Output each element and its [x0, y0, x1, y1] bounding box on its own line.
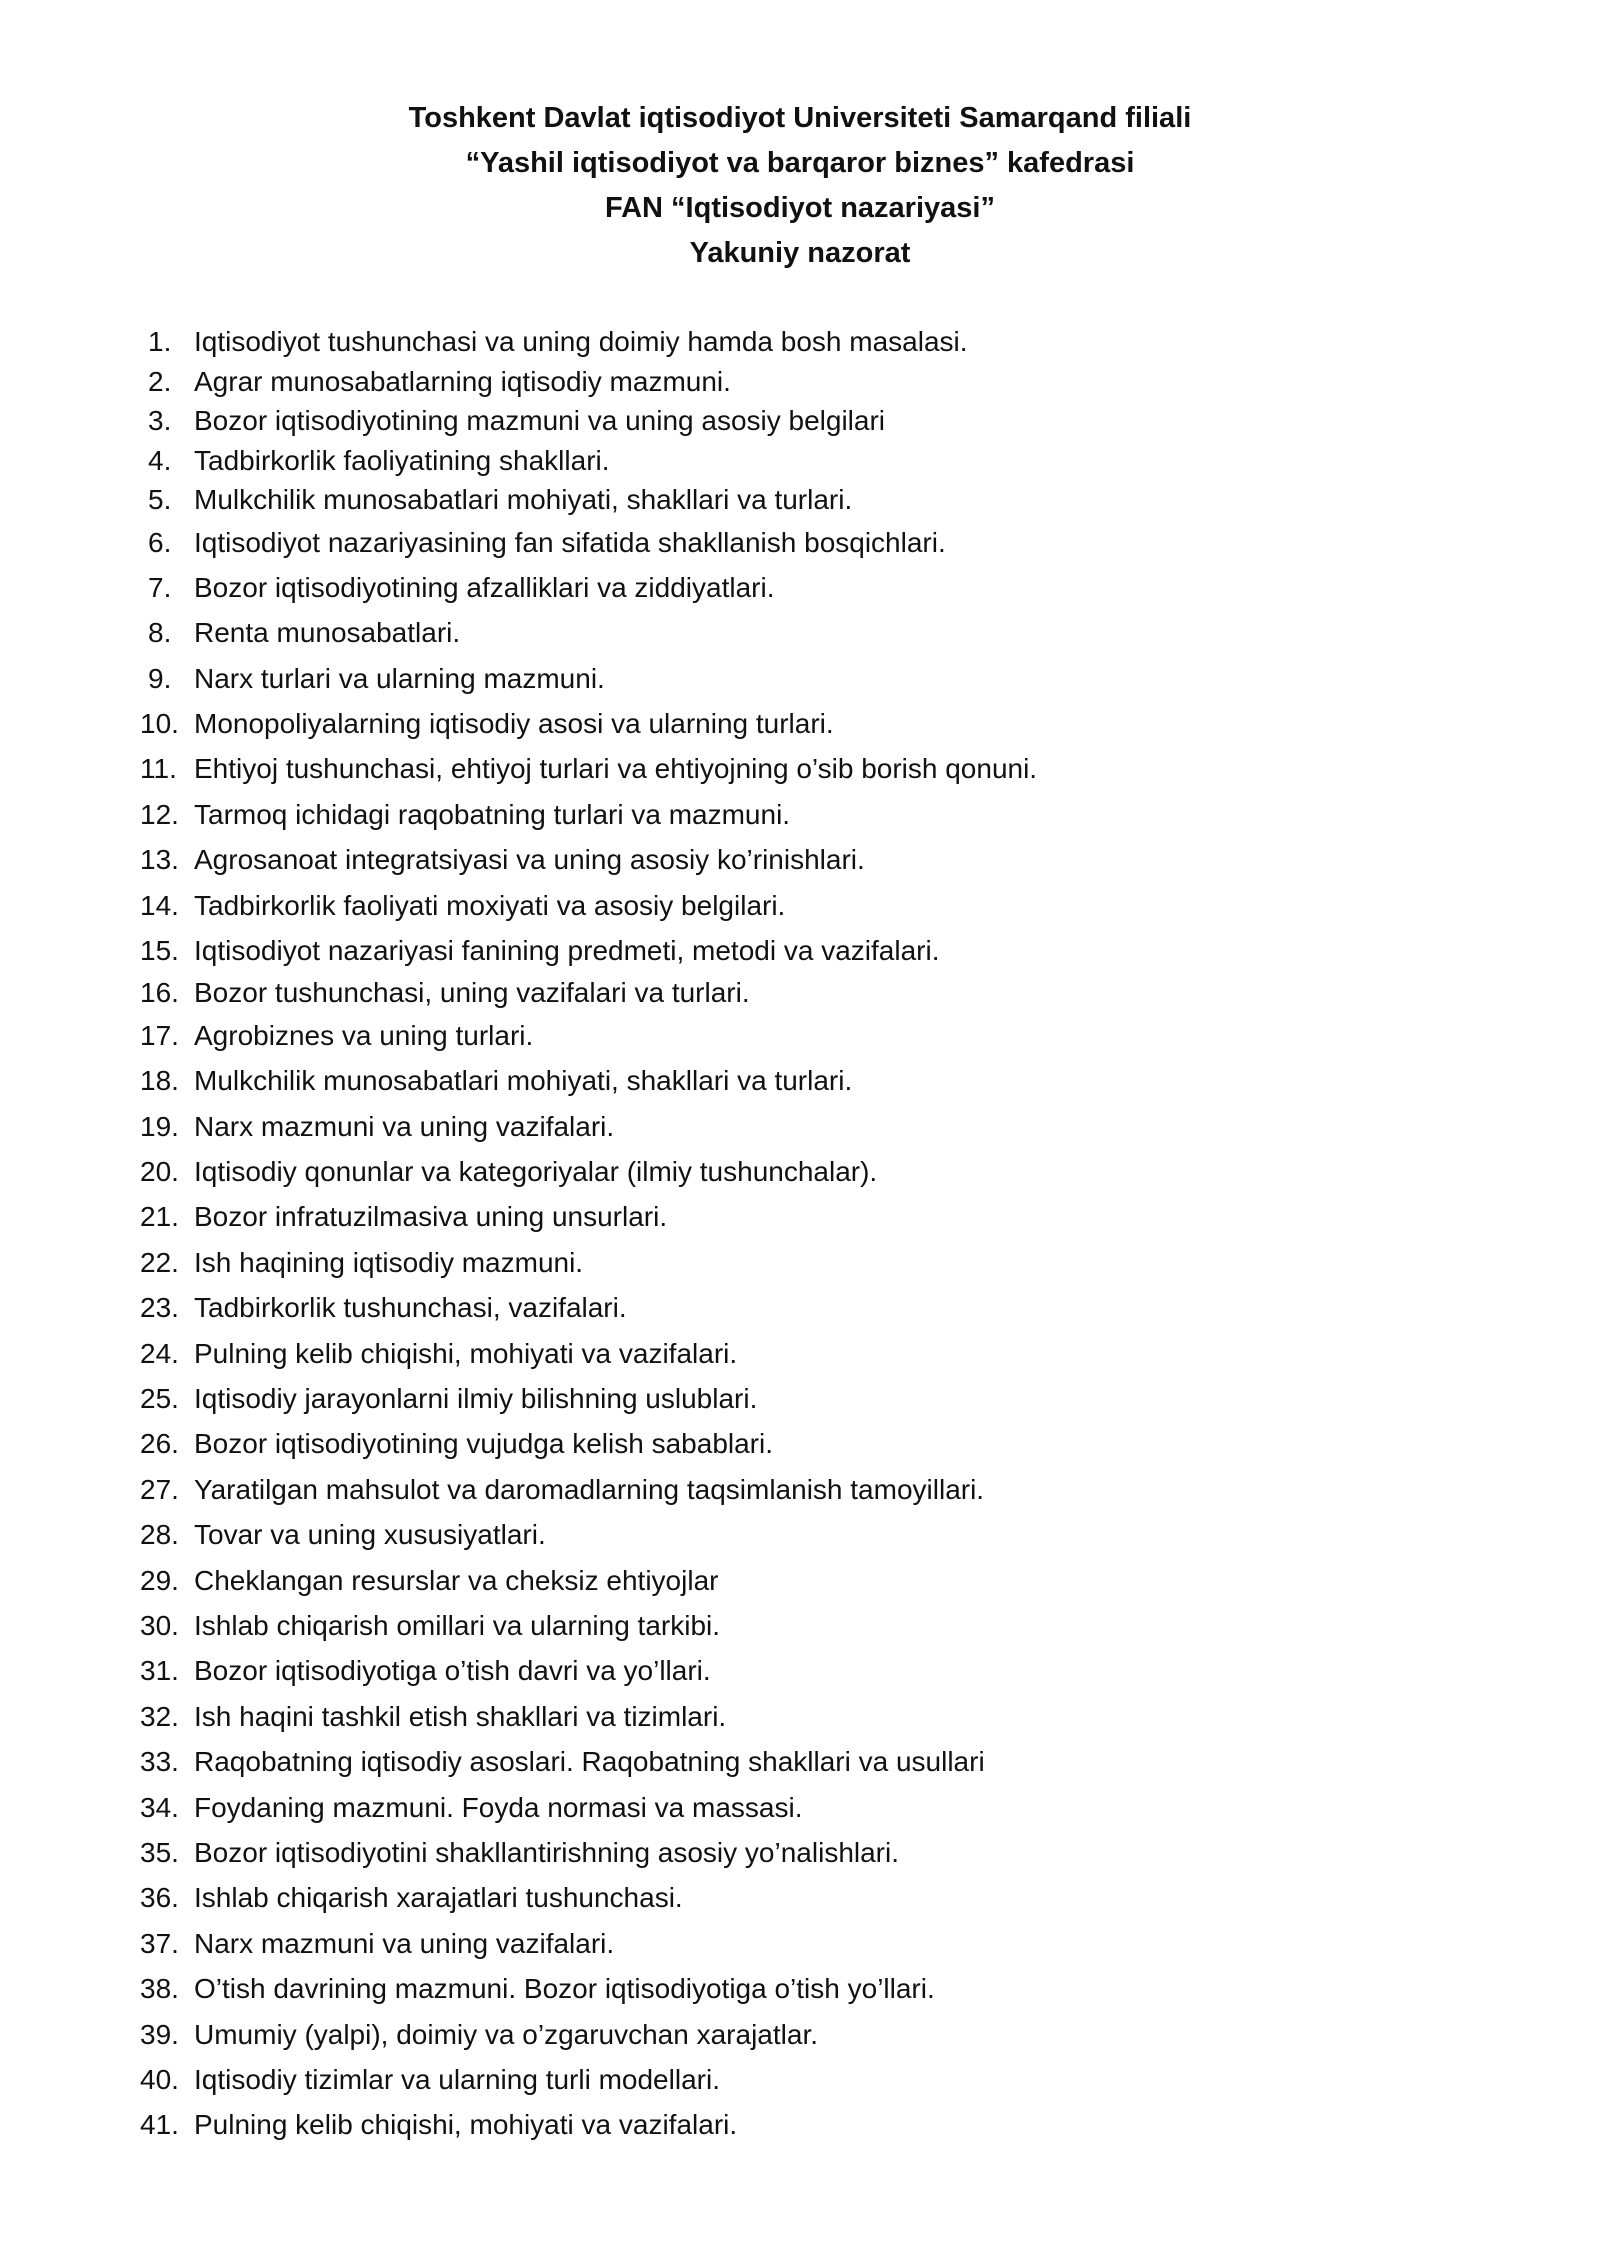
question-text: Ishlab chiqarish omillari va ularning tarkibi.: [194, 1609, 721, 1641]
question-item: [140, 610, 1520, 655]
question-number: 3.: [148, 405, 172, 436]
question-text: Bozor iqtisodiyotining vujudga kelish sabablari.: [194, 1428, 774, 1460]
question-text: Ish haqining iqtisodiy mazmuni.: [194, 1246, 584, 1278]
question-number: 7.: [148, 571, 172, 603]
question-item: [140, 973, 1520, 1013]
question-item: [140, 1603, 1520, 1648]
question-item: [140, 362, 1520, 402]
question-text: Mulkchilik munosabatlari mohiyati, shakllari va turlari.: [194, 484, 853, 515]
question-number: 33.: [140, 1746, 179, 1778]
question-text: Iqtisodiy qonunlar va kategoriyalar (ilmiy tushunchalar).: [194, 1156, 878, 1188]
question-item: [140, 1830, 1520, 1875]
question-number: 17.: [140, 1019, 179, 1051]
question-text: Agrar munosabatlarning iqtisodiy mazmuni.: [194, 365, 731, 397]
question-text: Iqtisodiy tizimlar va ularning turli modellari.: [194, 2063, 720, 2095]
question-item: [140, 565, 1520, 610]
question-text: Monopoliyalarning iqtisodiy asosi va ularning turlari.: [194, 708, 834, 740]
question-number: 23.: [140, 1292, 179, 1324]
question-number: 22.: [140, 1246, 179, 1278]
question-number: 41.: [140, 2109, 179, 2141]
question-item: [140, 1013, 1520, 1058]
question-number: 4.: [148, 444, 172, 476]
question-text: Tadbirkorlik faoliyati moxiyati va asosiy belgilari.: [194, 889, 786, 921]
question-number: 39.: [140, 2018, 179, 2050]
question-text: Tovar va uning xususiyatlari.: [194, 1519, 546, 1551]
question-number: 31.: [140, 1655, 179, 1687]
question-item: [140, 1558, 1520, 1603]
exam-title: Yakuniy nazorat: [689, 237, 911, 269]
question-number: 26.: [140, 1428, 179, 1460]
question-number: 24.: [140, 1337, 179, 1369]
question-text: Bozor iqtisodiyotiga o’tish davri va yo’llari.: [194, 1655, 711, 1687]
question-item: [140, 1512, 1520, 1557]
question-number: 21.: [140, 1201, 179, 1233]
question-number: 6.: [148, 526, 172, 558]
question-number: 38.: [140, 1973, 179, 2005]
question-number: 30.: [140, 1609, 179, 1641]
question-number: 18.: [140, 1065, 179, 1097]
question-text: Bozor tushunchasi, uning vazifalari va turlari.: [194, 977, 750, 1009]
question-number: 40.: [140, 2063, 179, 2095]
question-number: 16.: [140, 977, 179, 1009]
question-number: 37.: [140, 1927, 179, 1959]
question-number: 32.: [140, 1700, 179, 1732]
question-item: [140, 1739, 1520, 1784]
question-item: [140, 322, 1520, 362]
question-text: Pulning kelib chiqishi, mohiyati va vazifalari.: [194, 2109, 738, 2141]
question-item: [140, 883, 1520, 928]
question-number: 35.: [140, 1836, 179, 1868]
question-item: [140, 1966, 1520, 2011]
subject-name: FAN “Iqtisodiyot nazariyasi”: [605, 192, 995, 224]
question-number: 12.: [140, 798, 179, 830]
question-text: Tadbirkorlik tushunchasi, vazifalari.: [194, 1292, 627, 1324]
question-item: [140, 1285, 1520, 1330]
question-number: 28.: [140, 1519, 179, 1551]
question-number: 9.: [148, 662, 172, 694]
question-item: [140, 2057, 1520, 2102]
question-number: 27.: [140, 1473, 179, 1505]
question-item: [140, 1875, 1520, 1920]
question-text: Narx turlari va ularning mazmuni.: [194, 662, 605, 694]
question-number: 19.: [140, 1110, 179, 1142]
question-text: Agrobiznes va uning turlari.: [194, 1019, 534, 1051]
question-number: 10.: [140, 708, 179, 740]
question-text: Pulning kelib chiqishi, mohiyati va vazifalari.: [194, 1337, 738, 1369]
document-header: [0, 96, 1600, 276]
question-item: [140, 1331, 1520, 1376]
question-text: Ishlab chiqarish xarajatlari tushunchasi.: [194, 1882, 683, 1914]
question-text: Bozor infratuzilmasiva uning unsurlari.: [194, 1201, 668, 1233]
question-number: 36.: [140, 1882, 179, 1914]
university-name: Toshkent Davlat iqtisodiyot Universiteti Samarqand filiali: [408, 102, 1192, 134]
question-item: [140, 1058, 1520, 1103]
question-item: [140, 656, 1520, 701]
question-number: 2.: [148, 365, 172, 397]
question-number: 25.: [140, 1383, 179, 1415]
question-number: 20.: [140, 1156, 179, 1188]
question-item: [140, 1149, 1520, 1194]
department-name: “Yashil iqtisodiyot va barqaror biznes” kafedrasi: [465, 147, 1135, 179]
question-item: [140, 1467, 1520, 1512]
question-text: Agrosanoat integratsiyasi va uning asosiy ko’rinishlari.: [194, 844, 865, 876]
question-text: Iqtisodiyot nazariyasi fanining predmeti, metodi va vazifalari.: [194, 935, 940, 967]
question-item: [140, 441, 1520, 481]
question-number: 15.: [140, 935, 179, 967]
question-text: Ish haqini tashkil etish shakllari va tizimlari.: [194, 1700, 727, 1732]
question-text: Yaratilgan mahsulot va daromadlarning taqsimlanish tamoyillari.: [194, 1473, 985, 1505]
question-item: [140, 701, 1520, 746]
question-number: 8.: [148, 617, 172, 649]
question-item: [140, 746, 1520, 791]
question-item: [140, 1785, 1520, 1830]
question-item: [140, 1921, 1520, 1966]
question-text: Raqobatning iqtisodiy asoslari. Raqobatning shakllari va usullari: [194, 1746, 985, 1778]
question-text: Bozor iqtisodiyotini shakllantirishning asosiy yo’nalishlari.: [194, 1836, 900, 1868]
question-text: Ehtiyoj tushunchasi, ehtiyoj turlari va ehtiyojning o’sib borish qonuni.: [194, 753, 1038, 785]
question-item: [140, 480, 1520, 520]
question-item: [140, 1194, 1520, 1239]
question-text: Tarmoq ichidagi raqobatning turlari va mazmuni.: [194, 798, 791, 830]
question-item: [140, 1104, 1520, 1149]
question-text: Umumiy (yalpi), doimiy va o’zgaruvchan xarajatlar.: [194, 2018, 818, 2050]
question-item: [140, 401, 1520, 441]
question-text: Narx mazmuni va uning vazifalari.: [194, 1927, 615, 1959]
question-text: Iqtisodiyot tushunchasi va uning doimiy hamda bosh masalasi.: [194, 326, 968, 357]
question-text: Bozor iqtisodiyotining mazmuni va uning asosiy belgilari: [194, 405, 886, 436]
question-item: [140, 1694, 1520, 1739]
question-number: 11.: [140, 753, 177, 785]
question-item: [140, 520, 1520, 565]
question-item: [140, 1421, 1520, 1466]
question-number: 5.: [148, 484, 172, 515]
question-item: [140, 792, 1520, 837]
question-number: 13.: [140, 844, 179, 876]
question-number: 14.: [140, 889, 179, 921]
question-text: Iqtisodiy jarayonlarni ilmiy bilishning uslublari.: [194, 1383, 758, 1415]
question-text: Tadbirkorlik faoliyatining shakllari.: [194, 444, 610, 476]
question-text: Renta munosabatlari.: [194, 617, 461, 649]
question-text: Foydaning mazmuni. Foyda normasi va massasi.: [194, 1791, 803, 1823]
question-item: [140, 1648, 1520, 1693]
question-text: Bozor iqtisodiyotining afzalliklari va ziddiyatlari.: [194, 571, 775, 603]
question-text: O’tish davrining mazmuni. Bozor iqtisodiyotiga o’tish yo’llari.: [194, 1973, 935, 2005]
question-item: [140, 928, 1520, 973]
question-list: [140, 322, 1520, 2148]
question-number: 29.: [140, 1564, 179, 1596]
question-text: Cheklangan resurslar va cheksiz ehtiyojlar: [194, 1564, 719, 1596]
question-item: [140, 837, 1520, 882]
question-text: Narx mazmuni va uning vazifalari.: [194, 1110, 615, 1142]
question-item: [140, 2012, 1520, 2057]
question-number: 34.: [140, 1791, 179, 1823]
question-number: 1.: [148, 326, 172, 357]
question-item: [140, 1376, 1520, 1421]
question-item: [140, 1240, 1520, 1285]
question-text: Mulkchilik munosabatlari mohiyati, shakllari va turlari.: [194, 1065, 853, 1097]
question-text: Iqtisodiyot nazariyasining fan sifatida shakllanish bosqichlari.: [194, 526, 946, 558]
question-item: [140, 2102, 1520, 2147]
